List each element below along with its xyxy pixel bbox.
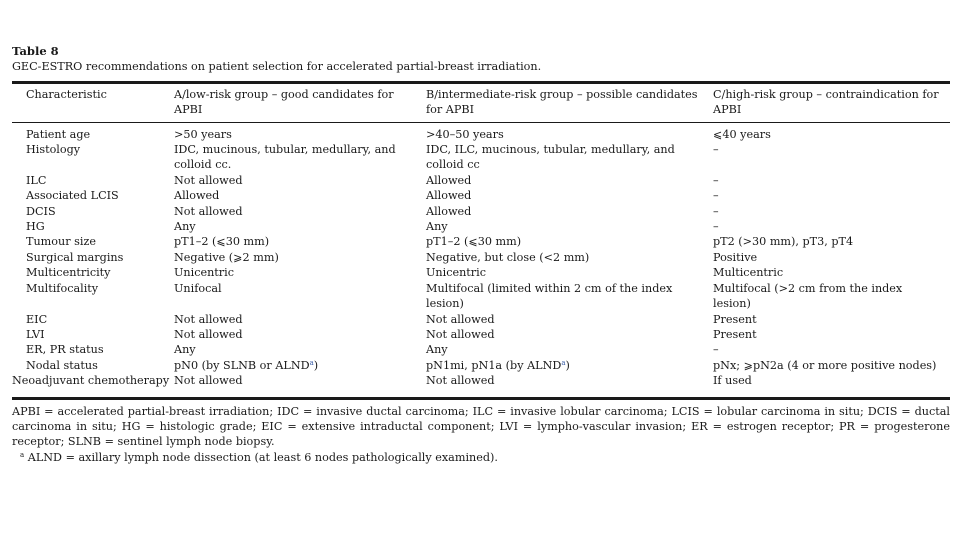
- cell-characteristic: DCIS: [26, 204, 56, 218]
- cell-group-a: Any: [174, 343, 196, 357]
- cell-group-c: pNx; ⩾pN2a (4 or more positive nodes): [713, 358, 937, 372]
- cell-characteristic: ER, PR status: [26, 343, 104, 357]
- cell-group-b: Not allowed: [426, 312, 495, 326]
- table-row: [12, 327, 950, 342]
- cell-group-a: Not allowed: [174, 204, 243, 218]
- header-characteristic: Characteristic: [26, 87, 107, 101]
- table-footnote: APBI = accelerated partial-breast irradiation; IDC = invasive ductal carcinoma; ILC = invasive lobular carcinoma; LCIS = lobular carcinoma in situ; DCIS = ductal carcinoma in situ; HG = histologic grade; EIC = extensive intraductal component; LVI = lympho-vascular invasion; ER = estrogen receptor; PR = progesterone receptor; SLNB = sentinel lymph node biopsy.: [12, 404, 950, 449]
- cell-group-a: Unifocal: [174, 281, 222, 295]
- cell-group-c: Positive: [713, 250, 758, 264]
- table-row: [12, 219, 950, 234]
- table-row: [12, 234, 950, 249]
- document: [12, 44, 950, 465]
- table-row: [12, 204, 950, 219]
- cell-characteristic: Patient age: [26, 127, 91, 141]
- cell-group-b: Not allowed: [426, 374, 495, 388]
- cell-group-c: Present: [713, 312, 757, 326]
- cell-group-a: Not allowed: [174, 327, 243, 341]
- cell-group-a: Negative (⩾2 mm): [174, 250, 279, 264]
- cell-group-a: Allowed: [174, 189, 220, 203]
- cell-group-b: Negative, but close (<2 mm): [426, 250, 590, 264]
- cell-group-b: >40–50 years: [426, 127, 504, 141]
- cell-group-c: –: [713, 343, 719, 357]
- header-group-a: A/low-risk group – good candidates for APBI: [174, 87, 394, 117]
- cell-characteristic: Neoadjuvant chemotherapy: [12, 374, 170, 388]
- cell-group-c: –: [713, 173, 719, 187]
- cell-group-c: Present: [713, 327, 757, 341]
- cell-group-b: Any: [426, 343, 448, 357]
- cell-group-b: Unicentric: [426, 266, 486, 280]
- cell-group-a: >50 years: [174, 127, 232, 141]
- cell-group-a: Not allowed: [174, 173, 243, 187]
- cell-group-b: Allowed: [426, 204, 472, 218]
- footnote-ref[interactable]: a: [561, 358, 566, 367]
- table-row: [12, 358, 950, 373]
- cell-group-b: Multifocal (limited within 2 cm of the index lesion): [426, 281, 673, 311]
- table-row: [12, 250, 950, 265]
- cell-group-a: Unicentric: [174, 266, 234, 280]
- cell-characteristic: LVI: [26, 327, 45, 341]
- footnote-ref[interactable]: a: [309, 358, 314, 367]
- recommendations-table: [12, 84, 950, 397]
- table-title: Table 8: [12, 44, 59, 58]
- cell-characteristic: ILC: [26, 173, 47, 187]
- cell-characteristic: Multicentricity: [26, 266, 111, 280]
- footnote-marker: a: [20, 450, 25, 459]
- cell-group-a: Any: [174, 220, 196, 234]
- table-row: [12, 265, 950, 280]
- cell-group-c: –: [713, 189, 719, 203]
- cell-group-b: IDC, ILC, mucinous, tubular, medullary, and colloid cc: [426, 143, 675, 172]
- cell-characteristic: EIC: [26, 312, 48, 326]
- table-row: [12, 122, 950, 142]
- cell-characteristic: Histology: [26, 143, 81, 157]
- cell-characteristic: Multifocality: [26, 281, 99, 295]
- cell-characteristic: HG: [26, 220, 45, 234]
- table-row: [12, 281, 950, 312]
- cell-group-c: Multifocal (>2 cm from the index lesion): [713, 281, 903, 311]
- table-bottom-rule: [12, 397, 950, 400]
- cell-group-a: Not allowed: [174, 312, 243, 326]
- cell-group-a: Not allowed: [174, 374, 243, 388]
- cell-group-b: Allowed: [426, 189, 472, 203]
- footnote-note: ALND = axillary lymph node dissection (at least 6 nodes pathologically examined).: [27, 450, 498, 464]
- cell-group-c: –: [713, 220, 719, 234]
- table-row: [12, 373, 950, 396]
- cell-characteristic: Nodal status: [26, 358, 98, 372]
- cell-characteristic: Surgical margins: [26, 250, 124, 264]
- cell-characteristic: Tumour size: [26, 235, 96, 249]
- cell-group-a: IDC, mucinous, tubular, medullary, and colloid cc.: [174, 143, 396, 172]
- table-row: [12, 142, 950, 173]
- header-group-c: C/high-risk group – contraindication for APBI: [713, 87, 939, 117]
- cell-group-a: pN0 (by SLNB or ALND$^a$): [174, 358, 319, 372]
- cell-group-c: –: [713, 204, 719, 218]
- table-row: [12, 188, 950, 203]
- table-row: [12, 173, 950, 188]
- table-header-row: [12, 84, 950, 122]
- header-group-b: B/intermediate-risk group – possible candidates for APBI: [426, 87, 698, 117]
- cell-characteristic: Associated LCIS: [26, 189, 119, 203]
- table-row: [12, 312, 950, 327]
- cell-group-b: pT1–2 (⩽30 mm): [426, 235, 522, 249]
- table-caption: GEC-ESTRO recommendations on patient selection for accelerated partial-breast irradiation.: [12, 60, 542, 74]
- cell-group-b: pN1mi, pN1a (by ALND$^a$): [426, 358, 570, 372]
- cell-group-c: –: [713, 143, 719, 157]
- cell-group-c: Multicentric: [713, 266, 784, 280]
- cell-group-b: Allowed: [426, 173, 472, 187]
- table-footnote-a: [12, 450, 950, 465]
- cell-group-a: pT1–2 (⩽30 mm): [174, 235, 270, 249]
- cell-group-c: pT2 (>30 mm), pT3, pT4: [713, 235, 854, 249]
- cell-group-b: Any: [426, 220, 448, 234]
- cell-group-c: ⩽40 years: [713, 127, 771, 141]
- table-row: [12, 342, 950, 357]
- cell-group-b: Not allowed: [426, 327, 495, 341]
- cell-group-c: If used: [713, 374, 752, 388]
